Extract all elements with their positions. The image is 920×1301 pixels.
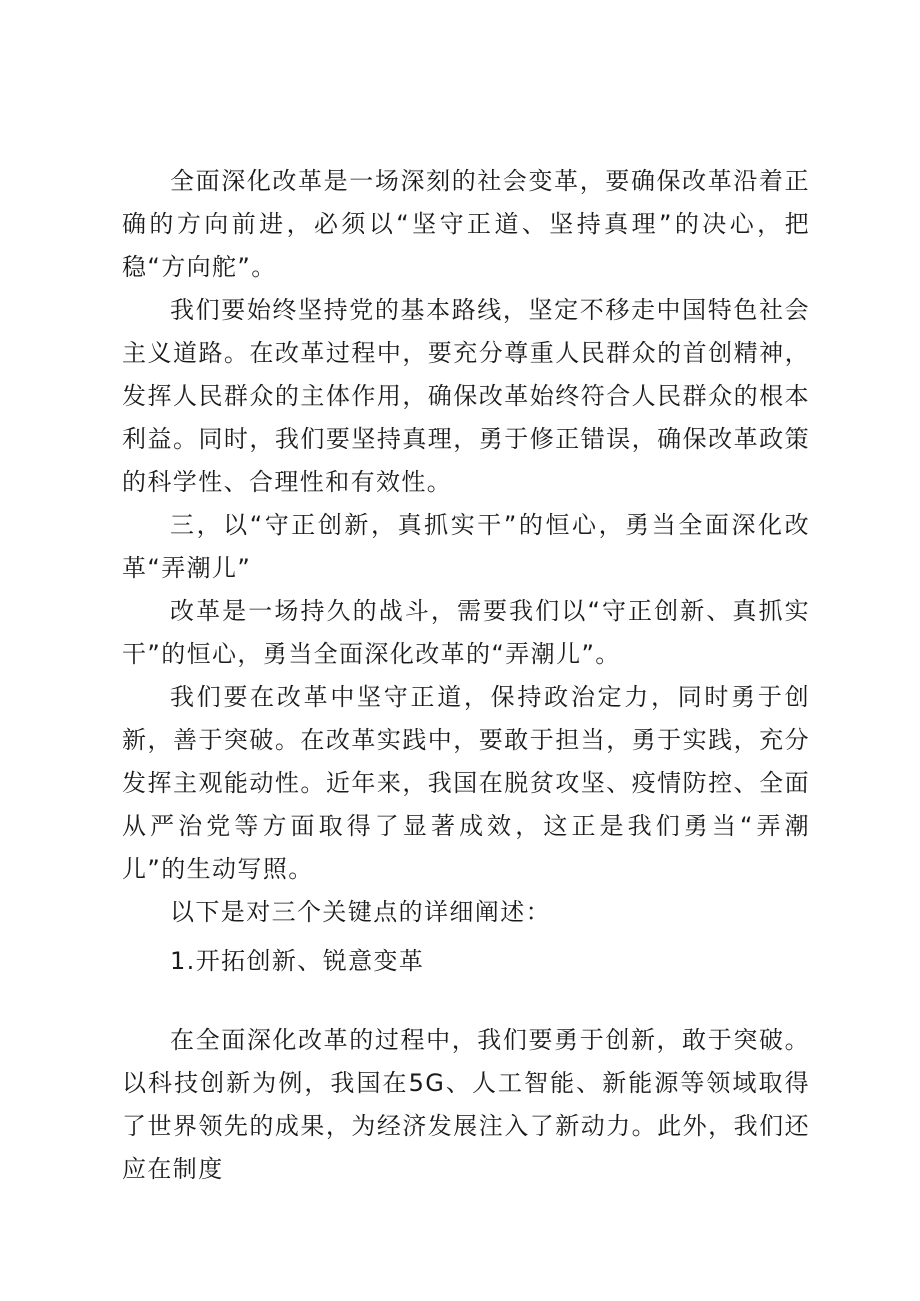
paragraph-tech-innovation: 在全面深化改革的过程中，我们要勇于创新，敢于突破。以科技创新为例，我国在5G、人工智能、新能源等领域取得了世界领先的成果，为经济发展注入了新动力。此外，我们还应在制度 xyxy=(122,1026,810,1183)
section-heading-three: 三，以“守正创新，真抓实干”的恒心，勇当全面深化改革“弄潮儿” xyxy=(122,511,810,582)
subheading-innovation: 1.开拓创新、锐意变革 xyxy=(170,947,425,975)
paragraph-reform-direction: 全面深化改革是一场深刻的社会变革，要确保改革沿着正确的方向前进，必须以“坚守正道、坚持真理”的决心，把稳“方向舵”。 xyxy=(122,167,810,281)
paragraph-keep-right-path: 我们要在改革中坚守正道，保持政治定力，同时勇于创新，善于突破。在改革实践中，要敢于担当，勇于实践，充分发挥主观能动性。近年来，我国在脱贫攻坚、疫情防控、全面从严治党等方面取得了显著成效，这正是我们勇当“弄潮儿”的生动写照。 xyxy=(122,683,810,883)
paragraph-party-line: 我们要始终坚持党的基本路线，坚定不移走中国特色社会主义道路。在改革过程中，要充分尊重人民群众的首创精神，发挥人民群众的主体作用，确保改革始终符合人民群众的根本利益。同时，我们要坚持真理，勇于修正错误，确保改革政策的科学性、合理性和有效性。 xyxy=(122,296,810,496)
document-body xyxy=(122,160,810,1191)
paragraph-lasting-battle: 改革是一场持久的战斗，需要我们以“守正创新、真抓实干”的恒心，勇当全面深化改革的“弄潮儿”。 xyxy=(122,597,810,668)
paragraph-key-points-intro: 以下是对三个关键点的详细阐述： xyxy=(170,898,551,926)
